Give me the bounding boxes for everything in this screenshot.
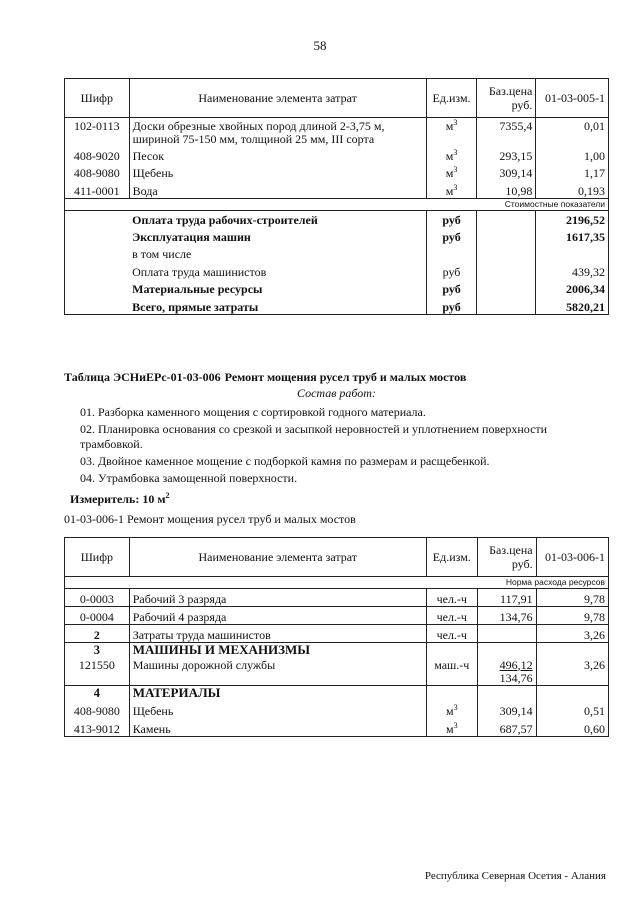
row-name: Камень (129, 718, 426, 736)
page-number: 58 (313, 38, 327, 53)
total-name: Оплата труда рабочих-строителей (129, 210, 426, 227)
total-name: Материальные ресурсы (129, 279, 426, 296)
total-name: Эксплуатация машин (129, 227, 426, 244)
total-value: 439,32 (536, 261, 609, 279)
section-code: 3 (65, 643, 130, 659)
header-price-line1: Баз.цена (489, 543, 533, 557)
row-norm: 0,51 (536, 701, 608, 718)
row-price-secondary: 134,76 (499, 670, 533, 685)
header-price-line1: Баз.цена (488, 84, 533, 98)
footer-region: Республика Северная Осетия - Алания (424, 870, 606, 882)
section-label: Стоимостные показатели (65, 198, 609, 210)
meter-label: Измеритель: 10 $м^2$ (70, 491, 170, 506)
row-code: 121550 (65, 659, 130, 686)
total-name: Оплата труда машинистов (129, 261, 426, 279)
table-row (65, 659, 609, 686)
row-code: 408-9080 (65, 163, 130, 180)
row-name-line2: шириной 75-150 мм, толщиной 25 мм, III сорта (132, 132, 375, 146)
row-unit: $м^3$ (426, 718, 477, 736)
row-code: 0-0003 (65, 589, 130, 607)
row-norm: 0,60 (536, 718, 608, 736)
section-heading-row (65, 643, 609, 659)
row-unit: чел.-ч (426, 625, 477, 643)
table-header-row (65, 79, 609, 118)
total-row (65, 296, 609, 314)
table-title-rest: Ремонт мощения русел труб и малых мостов (224, 370, 467, 384)
table-row (65, 607, 609, 625)
total-unit: руб (426, 296, 477, 314)
row-norm: 1,00 (536, 146, 609, 163)
work-step: 03. Двойное каменное мощение с подборкой камня по размерам и расщебенкой. (80, 454, 490, 468)
table-row (65, 118, 609, 147)
table-title (64, 370, 624, 385)
row-name: Затраты труда машинистов (129, 625, 426, 643)
row-name: Песок (129, 146, 426, 163)
row-price-main: 496,12 (499, 657, 533, 672)
row-price: 10,98 (477, 180, 536, 198)
row-norm: 0,01 (536, 118, 609, 147)
cost-table-01-03-005 (64, 78, 609, 315)
total-value: 5820,21 (536, 296, 609, 314)
row-price: 309,14 (477, 163, 536, 180)
norm-subtitle: 01-03-006-1 Ремонт мощения русел труб и малых мостов (64, 512, 356, 526)
row-code: 408-9080 (65, 701, 130, 718)
total-unit: руб (426, 261, 477, 279)
table-row (65, 718, 609, 736)
total-value: 1617,35 (536, 227, 609, 244)
row-price: 134,76 (477, 607, 536, 625)
row-norm: 3,26 (536, 659, 608, 686)
table-row (65, 589, 609, 607)
row-unit: $м^3$ (426, 701, 477, 718)
section-title: МАШИНЫ И МЕХАНИЗМЫ (129, 643, 426, 659)
row-name: Щебень (129, 163, 426, 180)
header-norm-code: 01-03-005-1 (536, 79, 609, 118)
total-row (65, 244, 609, 261)
row-code: 102-0113 (65, 118, 130, 147)
row-unit: $м^3$ (426, 180, 477, 198)
total-value: 2196,52 (536, 210, 609, 227)
row-price: 7355,4 (477, 118, 536, 147)
row-unit: маш.-ч (426, 659, 477, 686)
row-name: Рабочий 4 разряда (129, 607, 426, 625)
row-code: 408-9020 (65, 146, 130, 163)
row-name: Рабочий 3 разряда (129, 589, 426, 607)
row-name (129, 118, 426, 147)
total-name: в том числе (129, 244, 426, 261)
row-name-line1: Доски обрезные хвойных пород длиной 2-3,75 м, (132, 119, 385, 133)
row-price (477, 659, 536, 686)
header-price (477, 79, 536, 118)
row-norm: 9,78 (536, 607, 608, 625)
row-price: 309,14 (477, 701, 536, 718)
composition-label: Состав работ: (297, 386, 376, 400)
section-title: МАТЕРИАЛЫ (129, 685, 426, 701)
total-value: 2006,34 (536, 279, 609, 296)
header-name: Наименование элемента затрат (129, 538, 426, 577)
row-norm: 3,26 (536, 625, 608, 643)
header-unit: Ед.изм. (426, 538, 477, 577)
row-price: 293,15 (477, 146, 536, 163)
work-step: 02. Планировка основания со срезкой и засыпкой неровностей и уплотнением поверхности трамбовкой. (80, 422, 548, 451)
row-name: Машины дорожной службы (129, 659, 426, 686)
row-code: 413-9012 (65, 718, 130, 736)
table-header-row (65, 538, 609, 577)
header-name: Наименование элемента затрат (129, 79, 426, 118)
table-row (65, 163, 609, 180)
row-norm: 1,17 (536, 163, 609, 180)
section-label-row (65, 198, 609, 210)
section-code: 4 (65, 685, 130, 701)
total-row (65, 279, 609, 296)
total-unit: руб (426, 279, 477, 296)
header-price-line2: руб. (511, 557, 533, 571)
header-price (477, 538, 536, 577)
header-code: Шифр (65, 538, 130, 577)
total-row (65, 210, 609, 227)
row-norm: 0,193 (536, 180, 609, 198)
section-label-row (65, 577, 609, 589)
header-price-line2: руб. (511, 98, 533, 112)
section-heading-row (65, 685, 609, 701)
row-code: 2 (65, 625, 130, 643)
row-name: Щебень (129, 701, 426, 718)
row-unit: чел.-ч (426, 589, 477, 607)
total-row (65, 261, 609, 279)
cost-table-01-03-006 (64, 537, 609, 737)
total-unit: руб (426, 227, 477, 244)
work-step: 04. Утрамбовка замощенной поверхности. (80, 471, 298, 485)
row-name: Вода (129, 180, 426, 198)
header-norm-code: 01-03-006-1 (536, 538, 608, 577)
row-norm: 9,78 (536, 589, 608, 607)
work-steps (80, 405, 600, 488)
row-code: 0-0004 (65, 607, 130, 625)
row-unit: $м^3$ (426, 118, 477, 147)
total-unit: руб (426, 210, 477, 227)
row-unit: чел.-ч (426, 607, 477, 625)
row-unit: $м^3$ (426, 163, 477, 180)
total-row (65, 227, 609, 244)
table-row (65, 701, 609, 718)
section-label: Норма расхода ресурсов (65, 577, 609, 589)
header-unit: Ед.изм. (426, 79, 477, 118)
header-code: Шифр (65, 79, 130, 118)
work-step: 01. Разборка каменного мощения с сортировкой годного материала. (80, 405, 426, 419)
row-price: 687,57 (477, 718, 536, 736)
row-unit: $м^3$ (426, 146, 477, 163)
row-code: 411-0001 (65, 180, 130, 198)
table-row (65, 180, 609, 198)
table-row (65, 146, 609, 163)
row-price: 117,91 (477, 589, 536, 607)
total-name: Всего, прямые затраты (129, 296, 426, 314)
table-title-prefix: Таблица ЭСНиЕРс-01-03-006 (64, 370, 221, 384)
table-row (65, 625, 609, 643)
